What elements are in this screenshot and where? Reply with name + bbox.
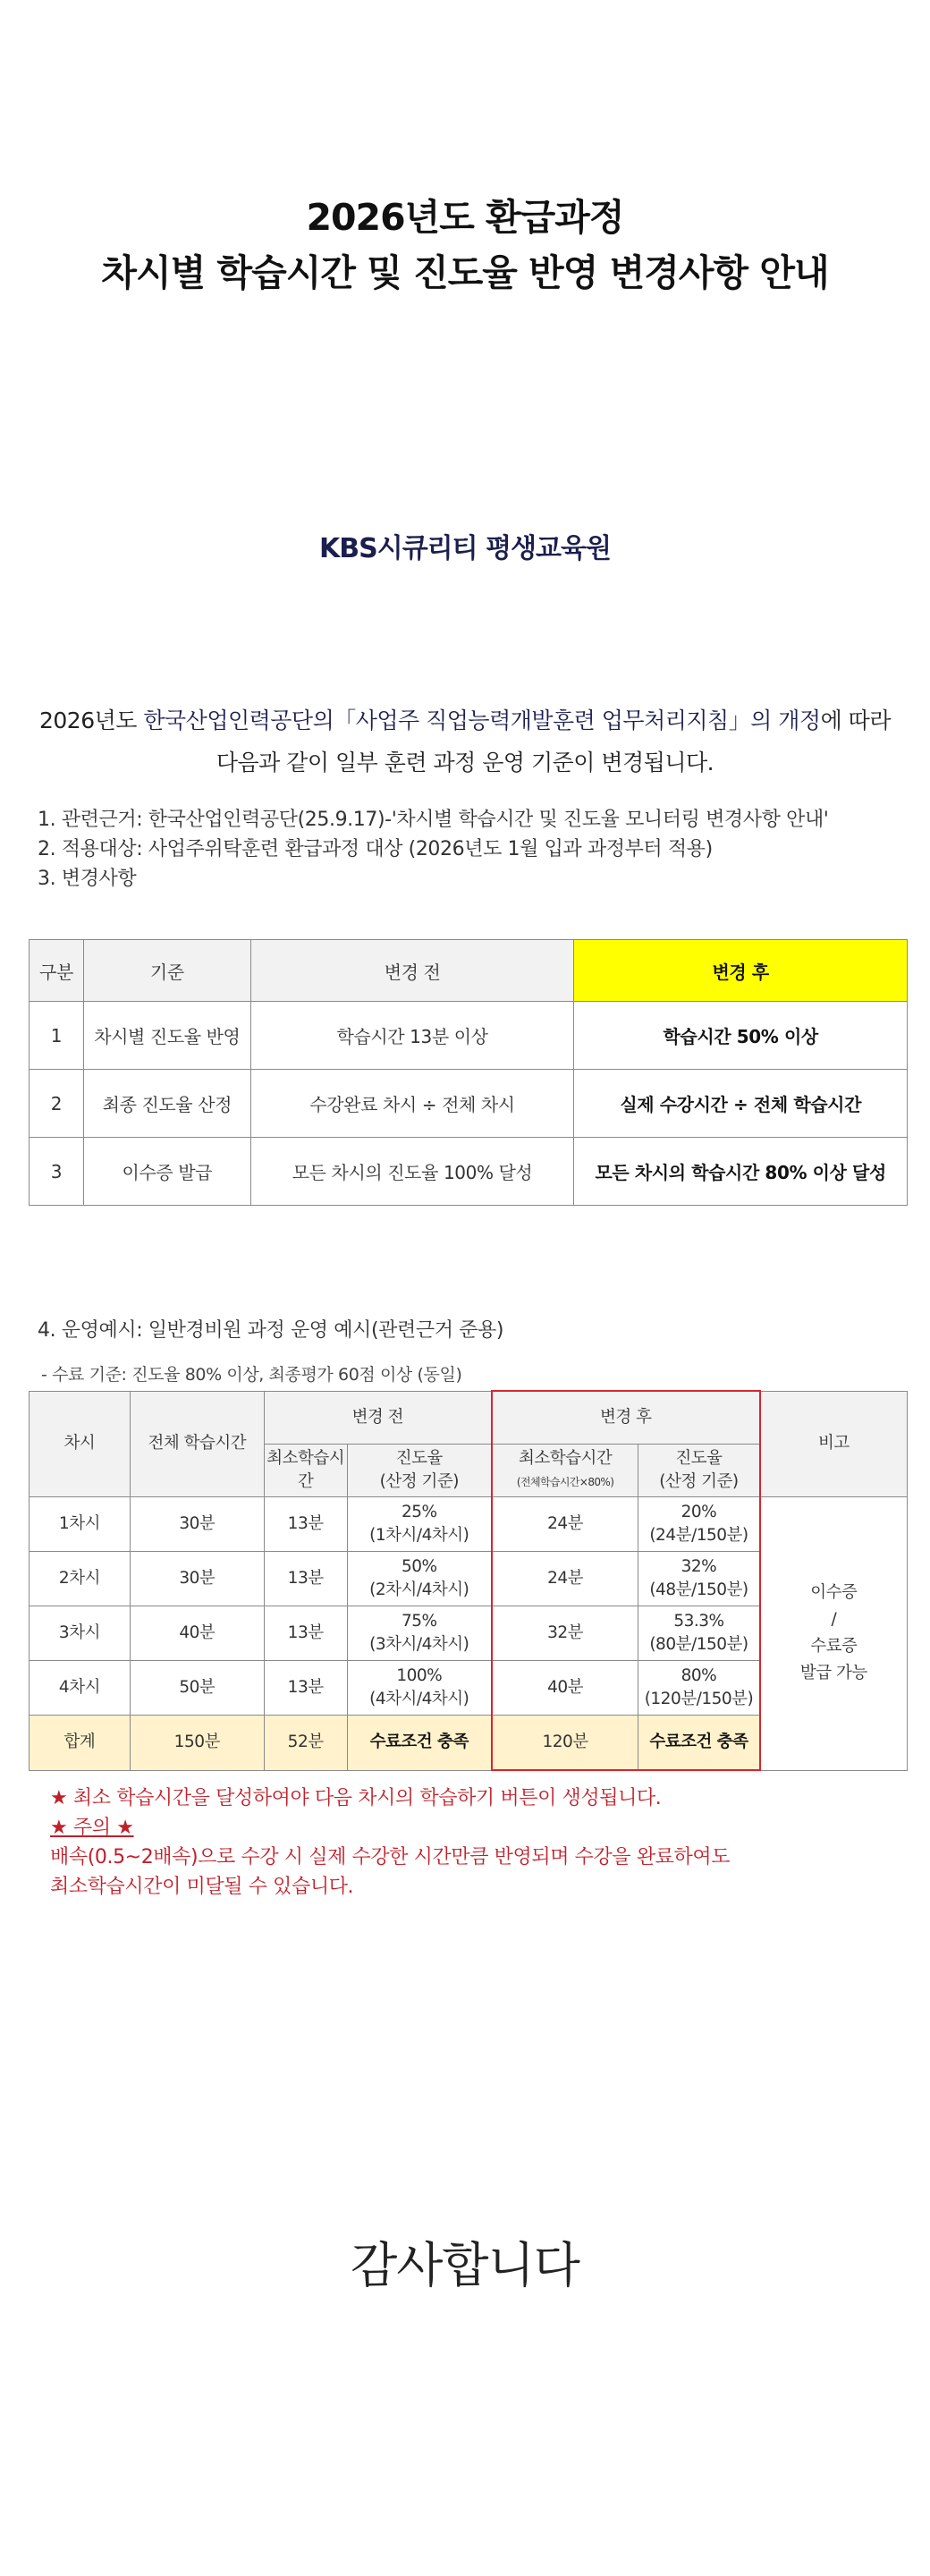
- min-time-before-cell: 13분: [264, 1552, 347, 1606]
- notice-title: [0, 190, 930, 301]
- total-label-cell: 합계: [30, 1716, 131, 1771]
- row-before: 모든 차시의 진도율 100% 달성: [250, 1138, 574, 1206]
- min-time-before-sum-cell: 52분: [264, 1716, 347, 1771]
- title-line-2: 차시별 학습시간 및 진도율 반영 변경사항 안내: [101, 251, 829, 294]
- note-line-4: 발급 가능: [799, 1664, 867, 1683]
- row-criterion: 이수증 발급: [83, 1138, 250, 1206]
- intro-highlight: 한국산업인력공단의「사업주 직업능력개발훈련 업무처리지침」의 개정: [143, 708, 821, 733]
- row-after: 모든 차시의 학습시간 80% 이상 달성: [574, 1138, 908, 1206]
- row-after: 학습시간 50% 이상: [574, 1002, 908, 1070]
- progress-before-value: 50%: [401, 1557, 437, 1576]
- header-min-time-before: 최소학습시간: [264, 1445, 347, 1497]
- intro-text-start: 2026년도: [39, 708, 144, 733]
- min-time-before-cell: 13분: [264, 1497, 347, 1552]
- total-time-cell: 40분: [130, 1606, 264, 1661]
- table-row: [30, 1497, 908, 1552]
- table-header-row: [30, 940, 908, 1002]
- header-before: 변경 전: [250, 940, 574, 1002]
- row-before: 학습시간 13분 이상: [250, 1002, 574, 1070]
- row-number: 3: [30, 1138, 84, 1206]
- progress-before-cell: [347, 1661, 492, 1716]
- table-row: [30, 1002, 908, 1070]
- row-criterion: 차시별 진도율 반영: [83, 1002, 250, 1070]
- progress-before-basis: (2차시/4차시): [369, 1580, 469, 1599]
- basis-item-2: 2. 적용대상: 사업주위탁훈련 환급과정 대상 (2026년도 1월 입과 과정부터 적용): [38, 838, 713, 860]
- progress-after-cell: [638, 1552, 760, 1606]
- header-after: 변경 후: [574, 940, 908, 1002]
- header-min-time-after: [492, 1445, 638, 1497]
- min-time-before-cell: 13분: [264, 1661, 347, 1716]
- progress-after-cell: [638, 1661, 760, 1716]
- min-time-before-cell: 13분: [264, 1606, 347, 1661]
- header-category: 구분: [30, 940, 84, 1002]
- progress-before-basis: (1차시/4차시): [369, 1526, 469, 1545]
- caution-label: ★ 주의 ★: [50, 1817, 134, 1839]
- section-4-title: 4. 운영예시: 일반경비원 과정 운영 예시(관련근거 준용): [38, 1319, 504, 1342]
- session-cell: 4차시: [30, 1661, 131, 1716]
- header-before: 변경 전: [264, 1391, 492, 1445]
- table-row: [30, 1138, 908, 1206]
- intro-text-end: 에 따라: [820, 708, 891, 733]
- min-time-after-cell: 24분: [492, 1497, 638, 1552]
- progress-before-value: 75%: [401, 1612, 437, 1631]
- row-number: 1: [30, 1002, 84, 1070]
- example-table: [29, 1390, 908, 1771]
- note-min-time: ★ 최소 학습시간을 달성하여야 다음 차시의 학습하기 버튼이 생성됩니다.: [50, 1787, 662, 1809]
- progress-before-basis: (3차시/4차시): [369, 1635, 469, 1654]
- table-row: [30, 1070, 908, 1138]
- progress-after-basis: (80분/150분): [649, 1635, 748, 1654]
- row-number: 2: [30, 1070, 84, 1138]
- intro-line-2: 다음과 같이 일부 훈련 과정 운영 기준이 변경됩니다.: [216, 750, 714, 775]
- header-progress-before-label: 진도율: [395, 1449, 443, 1468]
- note-speed-line-1: 배속(0.5~2배속)으로 수강 시 실제 수강한 시간만큼 반영되며 수강을 완료하여도: [50, 1846, 731, 1868]
- closing-thanks: 감사합니다: [351, 2237, 579, 2293]
- progress-after-basis: (48분/150분): [649, 1580, 748, 1599]
- header-progress-after-label: 진도율: [675, 1449, 723, 1468]
- note-cell: [760, 1497, 908, 1771]
- progress-after-basis: (120분/150분): [644, 1690, 754, 1708]
- total-time-cell: 30분: [130, 1552, 264, 1606]
- total-time-cell: 30분: [130, 1497, 264, 1552]
- title-line-1: 2026년도 환급과정: [306, 196, 624, 239]
- note-line-1: 이수증: [810, 1583, 858, 1603]
- min-time-after-cell: 40분: [492, 1661, 638, 1716]
- session-cell: 3차시: [30, 1606, 131, 1661]
- header-session: 차시: [30, 1391, 131, 1497]
- note-speed-line-2: 최소학습시간이 미달될 수 있습니다.: [50, 1876, 354, 1898]
- progress-before-cell: [347, 1606, 492, 1661]
- header-note: 비고: [760, 1391, 908, 1497]
- progress-after-cell: [638, 1497, 760, 1552]
- intro-paragraph: [0, 699, 930, 784]
- header-progress-after-sub: (산정 기준): [659, 1472, 739, 1491]
- progress-before-cell: [347, 1552, 492, 1606]
- progress-before-sum-cell: 수료조건 충족: [347, 1716, 492, 1771]
- progress-before-value: 25%: [401, 1503, 437, 1521]
- header-min-time-after-label: 최소학습시간: [518, 1449, 613, 1468]
- progress-after-cell: [638, 1606, 760, 1661]
- total-time-sum-cell: 150분: [130, 1716, 264, 1771]
- min-time-after-cell: 24분: [492, 1552, 638, 1606]
- note-line-2: /: [831, 1610, 837, 1630]
- changes-table: [29, 939, 908, 1206]
- progress-after-value: 53.3%: [673, 1612, 724, 1631]
- progress-after-value: 32%: [681, 1557, 717, 1576]
- caution-notes: [50, 1784, 909, 1902]
- organization-name: KBS시큐리티 평생교육원: [319, 533, 611, 564]
- header-min-time-after-sub: (전체학습시간×80%): [516, 1476, 614, 1488]
- header-progress-before-sub: (산정 기준): [379, 1472, 459, 1491]
- header-criterion: 기준: [83, 940, 250, 1002]
- session-cell: 2차시: [30, 1552, 131, 1606]
- min-time-after-sum-cell: 120분: [492, 1716, 638, 1771]
- note-line-3: 수료증: [810, 1637, 858, 1657]
- basis-item-1: 1. 관련근거: 한국산업인력공단(25.9.17)-'차시별 학습시간 및 진도율 모니터링 변경사항 안내': [38, 809, 829, 831]
- basis-item-3: 3. 변경사항: [38, 868, 137, 890]
- progress-after-basis: (24분/150분): [649, 1526, 748, 1545]
- header-progress-before: [347, 1445, 492, 1497]
- progress-before-cell: [347, 1497, 492, 1552]
- row-after: 실제 수강시간 ÷ 전체 학습시간: [574, 1070, 908, 1138]
- header-after: 변경 후: [492, 1391, 760, 1445]
- table-header-row: [30, 1391, 908, 1445]
- header-progress-after: [638, 1445, 760, 1497]
- min-time-after-cell: 32분: [492, 1606, 638, 1661]
- progress-after-sum-cell: 수료조건 충족: [638, 1716, 760, 1771]
- session-cell: 1차시: [30, 1497, 131, 1552]
- header-total-time: 전체 학습시간: [130, 1391, 264, 1497]
- total-time-cell: 50분: [130, 1661, 264, 1716]
- completion-criteria: - 수료 기준: 진도율 80% 이상, 최종평가 60점 이상 (동일): [41, 1365, 462, 1385]
- progress-after-value: 80%: [681, 1666, 717, 1685]
- progress-after-value: 20%: [681, 1503, 717, 1521]
- row-before: 수강완료 차시 ÷ 전체 차시: [250, 1070, 574, 1138]
- progress-before-basis: (4차시/4차시): [369, 1690, 469, 1708]
- progress-before-value: 100%: [396, 1666, 443, 1685]
- basis-list: [38, 805, 914, 894]
- row-criterion: 최종 진도율 산정: [83, 1070, 250, 1138]
